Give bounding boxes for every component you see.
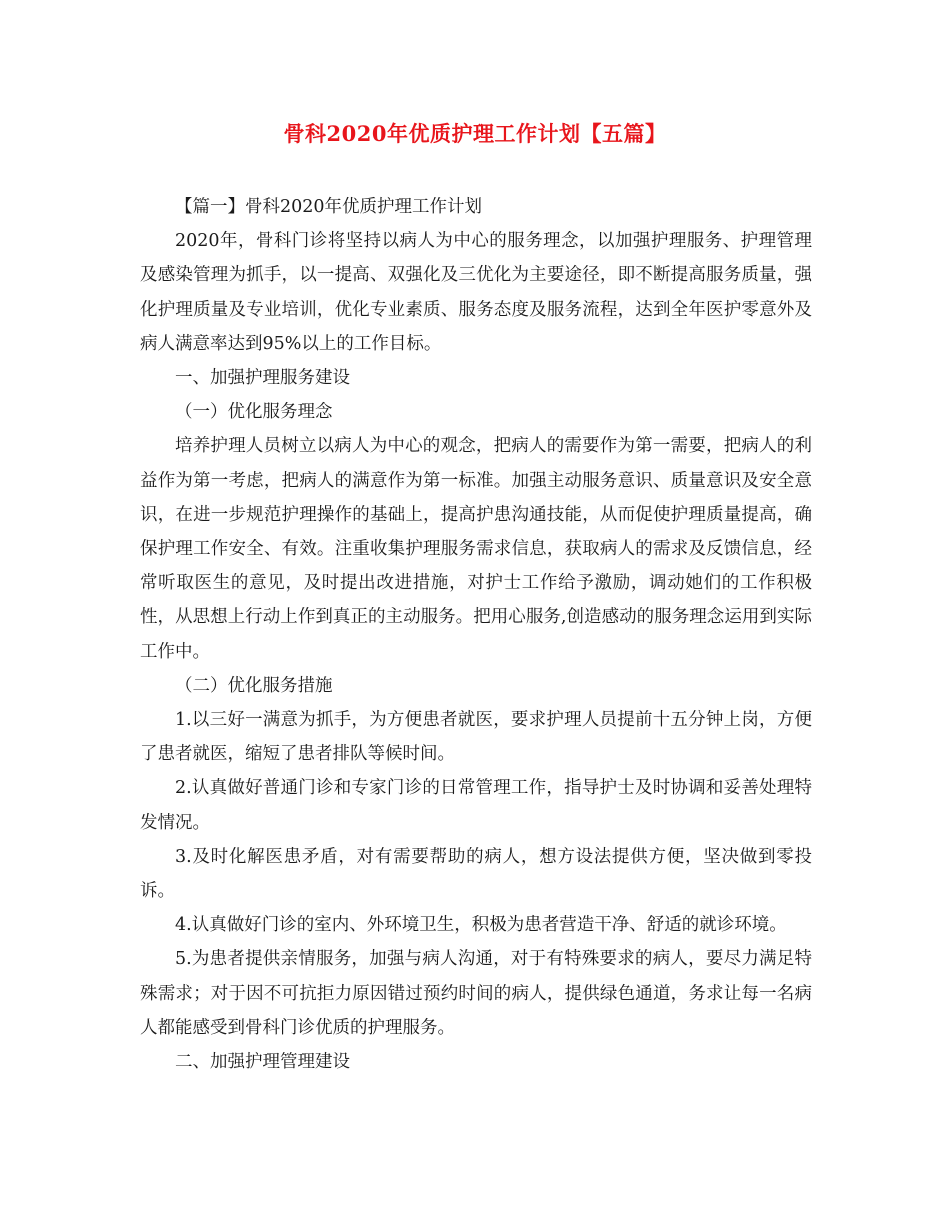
paragraph-service-concept: 培养护理人员树立以病人为中心的观念，把病人的需要作为第一需要，把病人的利益作为第一考虑，把病人的满意作为第一标准。加强主动服务意识、质量意识及安全意识，在进一步规范护理操作的基础上，提高护患沟通技能，从而促使护理质量提高，确保护理工作安全、有效。注重收集护理服务需求信息，获取病人的需求及反馈信息，经常听取医生的意见，及时提出改进措施，对护士工作给予激励，调动她们的工作积极性，从思想上行动上作到真正的主动服务。把用心服务,创造感动的服务理念运用到实际工作中。 xyxy=(140,436,812,662)
subheading-optimize-concept: （一）优化服务理念 xyxy=(175,402,333,423)
list-item-5: 5.为患者提供亲情服务，加强与病人沟通，对于有特殊要求的病人，要尽力满足特殊需求；对于因不可抗拒力原因错过预约时间的病人，提供绿色通道，务求让每一名病人都能感受到骨科门诊优质的护理服务。 xyxy=(140,949,812,1038)
heading-strengthen-service: 一、加强护理服务建设 xyxy=(175,368,350,389)
subheading-optimize-measures: （二）优化服务措施 xyxy=(175,675,333,696)
list-item-2: 2.认真做好普通门诊和专家门诊的日常管理工作，指导护士及时协调和妥善处理特发情况。 xyxy=(140,778,812,833)
list-item-1: 1.以三好一满意为抓手，为方便患者就医，要求护理人员提前十五分钟上岗，方便了患者就医，缩短了患者排队等候时间。 xyxy=(140,710,812,765)
document-body xyxy=(140,190,812,1079)
section-heading-part-one: 【篇一】骨科2020年优质护理工作计划 xyxy=(175,197,483,217)
heading-strengthen-management: 二、加强护理管理建设 xyxy=(175,1052,350,1073)
list-item-3: 3.及时化解医患矛盾，对有需要帮助的病人，想方设法提供方便，坚决做到零投诉。 xyxy=(140,846,812,902)
document-title: 骨科2020年优质护理工作计划【五篇】 xyxy=(283,121,667,146)
intro-paragraph: 2020年，骨科门诊将坚持以病人为中心的服务理念，以加强护理服务、护理管理及感染管理为抓手，以一提高、双强化及三优化为主要途径，即不断提高服务质量，强化护理质量及专业培训，优化专业素质、服务态度及服务流程，达到全年医护零意外及病人满意率达到95%以上的工作目标。 xyxy=(140,231,812,354)
list-item-4: 4.认真做好门诊的室内、外环境卫生，积极为患者营造干净、舒适的就诊环境。 xyxy=(175,915,787,936)
